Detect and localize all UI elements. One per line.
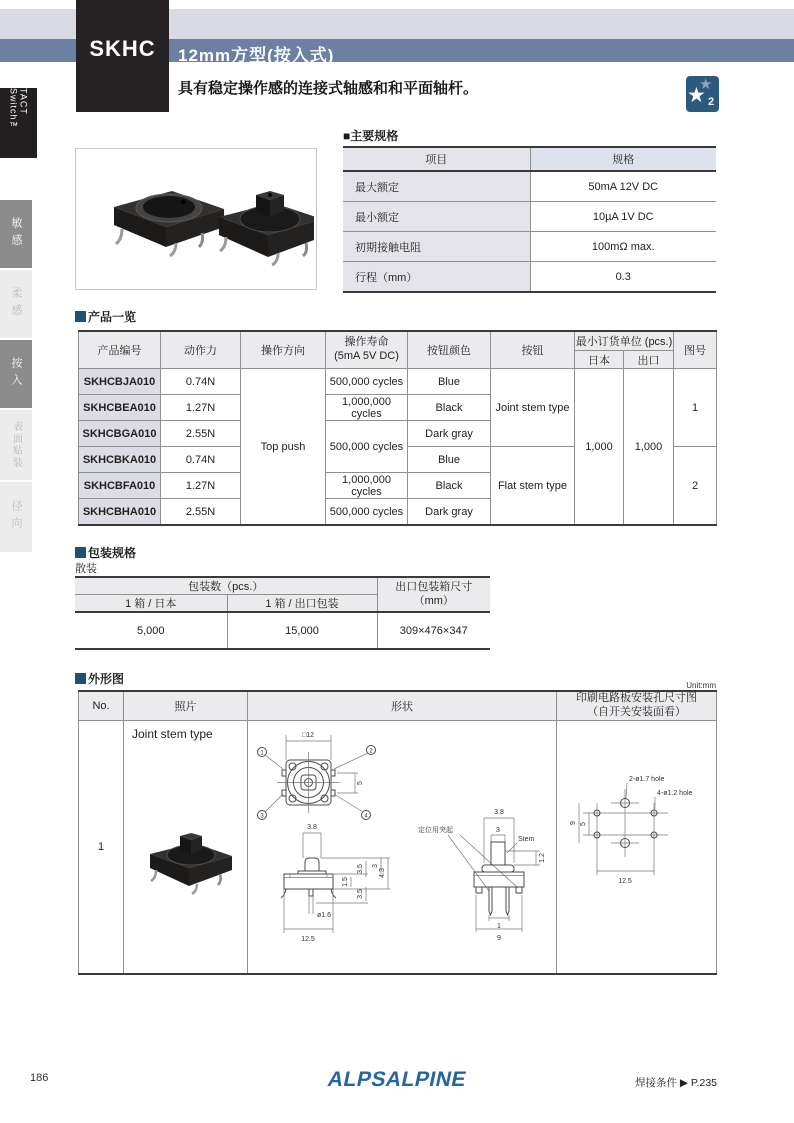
hole-label: 4-ø1.2 hole (657, 789, 693, 797)
col-moq-japan: 日本 (575, 351, 624, 369)
stem-color: Black (408, 473, 491, 499)
part-number: SKHCBEA010 (79, 395, 161, 421)
sidebar-tab-push[interactable]: 按入 (0, 340, 32, 408)
products-section-title (75, 308, 136, 325)
dim-label: □12 (301, 731, 315, 739)
outline-row-number: 1 (79, 720, 124, 974)
figure-number: 2 (674, 447, 717, 526)
operating-life: 1,000,000 cycles (326, 473, 408, 499)
product-photo (75, 148, 317, 290)
col-photo: 照片 (124, 691, 248, 720)
operating-force: 1.27N (161, 395, 241, 421)
spec-item: 初期接触电阻 (343, 232, 530, 262)
drawing-pcb-holes (567, 771, 717, 896)
part-number: SKHCBKA010 (79, 447, 161, 473)
specs-table (343, 146, 716, 293)
operating-force: 2.55N (161, 499, 241, 526)
table-row (75, 612, 490, 649)
table-row (343, 262, 716, 293)
stem-type: Flat stem type (491, 447, 575, 526)
soldering-conditions-link[interactable]: 焊接条件 ▶ P.235 (635, 1077, 717, 1089)
moq-japan: 1,000 (575, 369, 624, 526)
logo-text: ALPSALPINE (325, 1068, 469, 1091)
qty-japan: 5,000 (75, 612, 227, 649)
part-number: SKHCBFA010 (79, 473, 161, 499)
terminal-callout: 1 (260, 750, 264, 756)
section-square-icon (75, 311, 86, 322)
figure-number: 1 (674, 369, 717, 447)
col-direction: 操作方向 (241, 331, 326, 369)
spec-value: 0.3 (530, 262, 716, 293)
section-square-icon (75, 673, 86, 684)
table-row (343, 232, 716, 262)
specs-col-item: 项目 (343, 147, 530, 171)
terminal-callout: 3 (260, 813, 264, 819)
stem-type: Joint stem type (491, 369, 575, 447)
sidebar-tab-smd[interactable]: 表面贴装 (0, 410, 32, 480)
col-life-line2: (5mA 5V DC) (334, 350, 399, 362)
section-square-icon (75, 547, 86, 558)
col-box-line1: 出口包装箱尺寸 (395, 580, 473, 593)
col-operating-force: 动作力 (161, 331, 241, 369)
page-title: 12mm方型(按入式) (178, 46, 335, 65)
col-life-line1: 操作寿命 (344, 336, 389, 349)
star-icon (687, 85, 706, 106)
switch-photos (76, 149, 314, 287)
badge-count: 2 (708, 96, 715, 108)
part-number: SKHCBGA010 (79, 421, 161, 447)
col-export-pack: 1 箱 / 出口包装 (227, 595, 377, 613)
stem-color: Dark gray (408, 499, 491, 526)
table-row (343, 202, 716, 232)
col-pcb-line2: （自开关安装面看） (587, 705, 686, 718)
flat-switch-photo (114, 191, 224, 256)
sidebar-tab-radial[interactable]: 径向 (0, 482, 32, 552)
col-part-number: 产品编号 (79, 331, 161, 369)
joint-stem-switch-photo (219, 191, 314, 265)
operating-life: 500,000 cycles (326, 369, 408, 395)
outline-section-title (75, 670, 124, 687)
dim-label: 1 (497, 922, 501, 930)
dim-label: 12.5 (618, 877, 632, 885)
operating-life: 500,000 cycles (326, 421, 408, 473)
dim-label: 3.5 (357, 888, 364, 899)
operating-force: 0.74N (161, 447, 241, 473)
outline-table (78, 690, 717, 975)
col-japan-box: 1 箱 / 日本 (75, 595, 227, 613)
terminal-callout: 4 (364, 813, 368, 819)
spec-value: 100mΩ max. (530, 232, 716, 262)
table-row (343, 171, 716, 202)
table-row (79, 369, 717, 395)
col-moq-export: 出口 (624, 351, 674, 369)
direction: Top push (241, 369, 326, 526)
spec-value: 10µA 1V DC (530, 202, 716, 232)
col-operating-life (326, 331, 408, 369)
specs-section-title (343, 127, 398, 144)
stem-color: Blue (408, 447, 491, 473)
part-number: SKHCBHA010 (79, 499, 161, 526)
specs-col-value: 规格 (530, 147, 716, 171)
col-pcb-line1: 印刷电路板安装孔尺寸图 (576, 692, 697, 704)
dim-label: 1.2 (539, 852, 546, 863)
drawing-front-view (276, 821, 436, 961)
qty-export: 15,000 (227, 612, 377, 649)
col-shape: 形状 (248, 691, 557, 720)
sidebar-tab-sensitive[interactable]: 敏感 (0, 200, 32, 268)
callout-label: 定位用突起 (418, 826, 453, 834)
outline-shape-cell (248, 720, 557, 974)
dim-label: 9 (570, 820, 577, 825)
spec-item: 行程（mm） (343, 262, 530, 293)
packaging-table (75, 576, 490, 650)
dim-label: 3.5 (357, 863, 364, 874)
col-figure: 图号 (674, 331, 717, 369)
col-export-box (377, 577, 490, 612)
col-stem: 按钮 (491, 331, 575, 369)
packaging-title-text: 包装规格 (88, 546, 137, 560)
col-box-line2: （mm） (413, 594, 454, 607)
dim-label: 3.8 (307, 823, 317, 831)
dim-label: 3.8 (494, 808, 504, 816)
products-title-text: 产品一览 (88, 310, 137, 324)
series-code: SKHC (89, 36, 156, 61)
box-size: 309×476×347 (377, 612, 490, 649)
spec-value: 50mA 12V DC (530, 171, 716, 202)
dim-label: 3 (372, 863, 379, 868)
dim-label: 4.3 (379, 867, 386, 878)
col-pack-qty: 包装数（pcs.） (75, 577, 377, 595)
hole-label: 2-ø1.7 hole (629, 775, 665, 783)
spec-item: 最大额定 (343, 171, 530, 202)
operating-life: 500,000 cycles (326, 499, 408, 526)
dim-label: 5 (580, 821, 587, 826)
rating-badge (686, 76, 719, 112)
part-number: SKHCBJA010 (79, 369, 161, 395)
products-table (78, 330, 717, 526)
page-number: 186 (30, 1072, 49, 1084)
joint-stem-switch-photo (132, 806, 242, 911)
stem-label: Stem (518, 835, 535, 843)
dim-label: 5 (357, 780, 364, 785)
dim-label: 9 (497, 934, 501, 942)
terminal-callout: 2 (369, 748, 373, 754)
dim-label: 1.5 (342, 876, 349, 887)
outline-pcb-cell (557, 720, 717, 974)
dim-label: 12.5 (301, 935, 315, 943)
dim-label: ø1.6 (317, 911, 332, 919)
stem-color: Dark gray (408, 421, 491, 447)
stem-color: Blue (408, 369, 491, 395)
unit-label: Unit:mm (686, 681, 716, 690)
operating-force: 1.27N (161, 473, 241, 499)
stem-color: Black (408, 395, 491, 421)
stem-type-label: Joint stem type (132, 726, 213, 741)
col-no: No. (79, 691, 124, 720)
sidebar-tab-soft[interactable]: 柔感 (0, 270, 32, 338)
series-code-box (76, 0, 169, 112)
col-pcb (557, 691, 717, 720)
col-stem-color: 按钮颜色 (408, 331, 491, 369)
col-moq: 最小订货单位 (pcs.) (575, 331, 674, 351)
packaging-subtitle: 散装 (75, 563, 97, 575)
operating-force: 0.74N (161, 369, 241, 395)
spec-item: 最小额定 (343, 202, 530, 232)
moq-export: 1,000 (624, 369, 674, 526)
page-subtitle: 具有稳定操作感的连接式轴感和和平面轴杆。 (178, 80, 479, 97)
specs-title-text: ■主要规格 (343, 129, 399, 143)
table-row (79, 720, 717, 974)
outline-title-text: 外形图 (88, 672, 125, 686)
sidebar-tact-switch-tab: TACT Switch™ (0, 88, 37, 158)
outline-photo-cell (124, 720, 248, 974)
drawing-top-view (254, 721, 404, 833)
dim-label: 3 (496, 826, 500, 834)
drawing-side-view (418, 801, 557, 965)
operating-life: 1,000,000 cycles (326, 395, 408, 421)
packaging-section-title (75, 544, 136, 561)
operating-force: 2.55N (161, 421, 241, 447)
